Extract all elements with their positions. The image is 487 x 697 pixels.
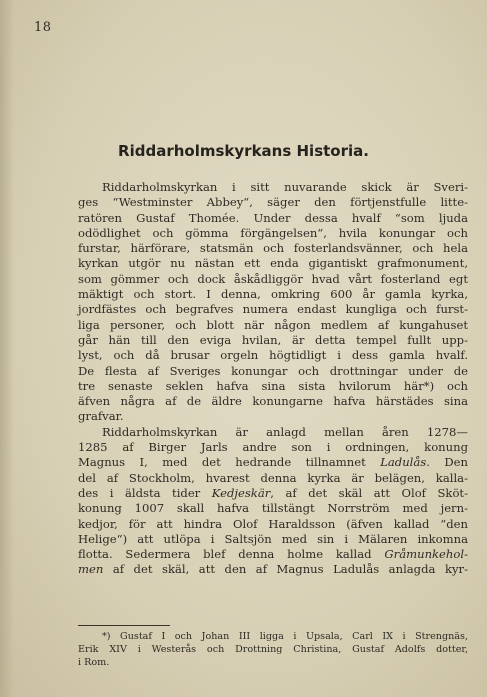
footnote-line: Erik XIV i Westerås och Drottning Christina, Gustaf Adolfs dotter,: [78, 644, 468, 655]
text-segment: som gömmer och dock åskådliggör hvad vårt fosterland egt: [78, 271, 468, 286]
text-line: [78, 333, 468, 348]
italic-term: Ladulås: [380, 455, 427, 470]
text-segment: del af Stockholm, hvarest denna kyrka är belägen, kalla-: [78, 470, 468, 485]
text-segment: går hän till den eviga hvilan, är detta tempel fullt upp-: [78, 332, 468, 347]
text-line: [78, 256, 468, 271]
text-segment: flotta. Sedermera blef denna holme kallad: [78, 547, 385, 562]
italic-term: Gråmunkehol-: [384, 547, 468, 562]
italic-term: Kedjeskär: [211, 485, 271, 500]
text-line: [78, 409, 468, 424]
text-segment: af det skäl, att den af Magnus Ladulås anlagda kyr-: [103, 562, 468, 577]
text-line: [78, 226, 468, 241]
footnote: [78, 630, 468, 669]
text-segment: grafvar.: [78, 409, 124, 424]
page-number: 18: [34, 20, 52, 35]
text-line: [78, 348, 468, 363]
text-line: [78, 455, 468, 470]
text-line: [78, 394, 468, 409]
text-segment: Riddarholmskyrkan är anlagd mellan åren 1278—: [102, 424, 468, 439]
text-segment: 1285 af Birger Jarls andre son i ordningen, konung: [78, 440, 468, 455]
footnote-rule: [78, 625, 170, 626]
text-line: [78, 195, 468, 210]
text-line: [78, 532, 468, 547]
text-line: [78, 272, 468, 287]
text-segment: des i äldsta tider: [78, 485, 212, 500]
text-line: [78, 440, 468, 455]
footnote-line: i Rom.: [78, 657, 110, 668]
text-segment: Riddarholmskyrkan i sitt nuvarande skick är Sveri-: [102, 180, 468, 194]
text-line: [78, 486, 468, 501]
italic-term: men: [78, 562, 104, 577]
footnote-line: *) Gustaf I och Johan III ligga i Upsala, Carl IX i Strengnäs,: [102, 631, 468, 642]
text-line: [78, 517, 468, 532]
text-segment: mäktigt och stort. I denna, omkring 600 år gamla kyrka,: [78, 287, 468, 302]
text-segment: ratören Gustaf Thomée. Under dessa hvalf “som ljuda: [78, 210, 468, 225]
text-segment: tre senaste seklen hafva sina sista hvilorum här*) och: [78, 378, 468, 393]
text-segment: liga personer, och blott när någon medlem af kungahuset: [78, 317, 468, 332]
text-segment: , af det skäl att Olof Sköt-: [270, 485, 469, 500]
text-segment: odödlighet och gömma förgängelsen“, hvila konungar och: [78, 225, 468, 240]
text-segment: . Den: [426, 455, 468, 470]
text-line: [78, 318, 468, 333]
text-segment: De flesta af Sveriges konungar och drottningar under de: [78, 363, 468, 378]
text-segment: äfven några af de äldre konungarne hafva härstädes sina: [78, 394, 468, 409]
text-segment: konung 1007 skall hafva tillstängt Norrström med jern-: [78, 501, 468, 516]
text-segment: kedjor, för att hindra Olof Haraldsson (äfven kallad “den: [78, 516, 468, 531]
text-line: [78, 211, 468, 226]
text-segment: kyrkan utgör nu nästan ett enda gigantiskt grafmonument,: [78, 256, 468, 271]
text-line: [78, 501, 468, 516]
text-line: [78, 471, 468, 486]
text-segment: ges “Westminster Abbey“, säger den förtjenstfulle litte-: [78, 195, 468, 210]
text-line: [78, 180, 468, 195]
chapter-title: Riddarholmskyrkans Historia.: [118, 142, 369, 160]
text-line: [78, 562, 468, 577]
text-segment: Magnus I, med det hedrande tillnamnet: [78, 455, 381, 470]
body-text: [78, 180, 468, 578]
text-segment: jordfästes och begrafves numera endast kungliga och furst-: [78, 302, 468, 317]
text-segment: furstar, härförare, statsmän och fosterlandsvänner, och hela: [78, 241, 468, 256]
text-line: [78, 379, 468, 394]
text-line: [78, 241, 468, 256]
text-line: [78, 425, 468, 440]
text-line: [78, 287, 468, 302]
text-line: [78, 364, 468, 379]
text-line: [78, 302, 468, 317]
text-segment: Helige“) att utlöpa i Saltsjön med sin i Mälaren inkomna: [78, 531, 468, 546]
text-segment: lyst, och då brusar orgeln högtidligt i dess gamla hvalf.: [78, 348, 468, 363]
text-line: [78, 547, 468, 562]
page-gutter-shadow: [0, 0, 14, 697]
